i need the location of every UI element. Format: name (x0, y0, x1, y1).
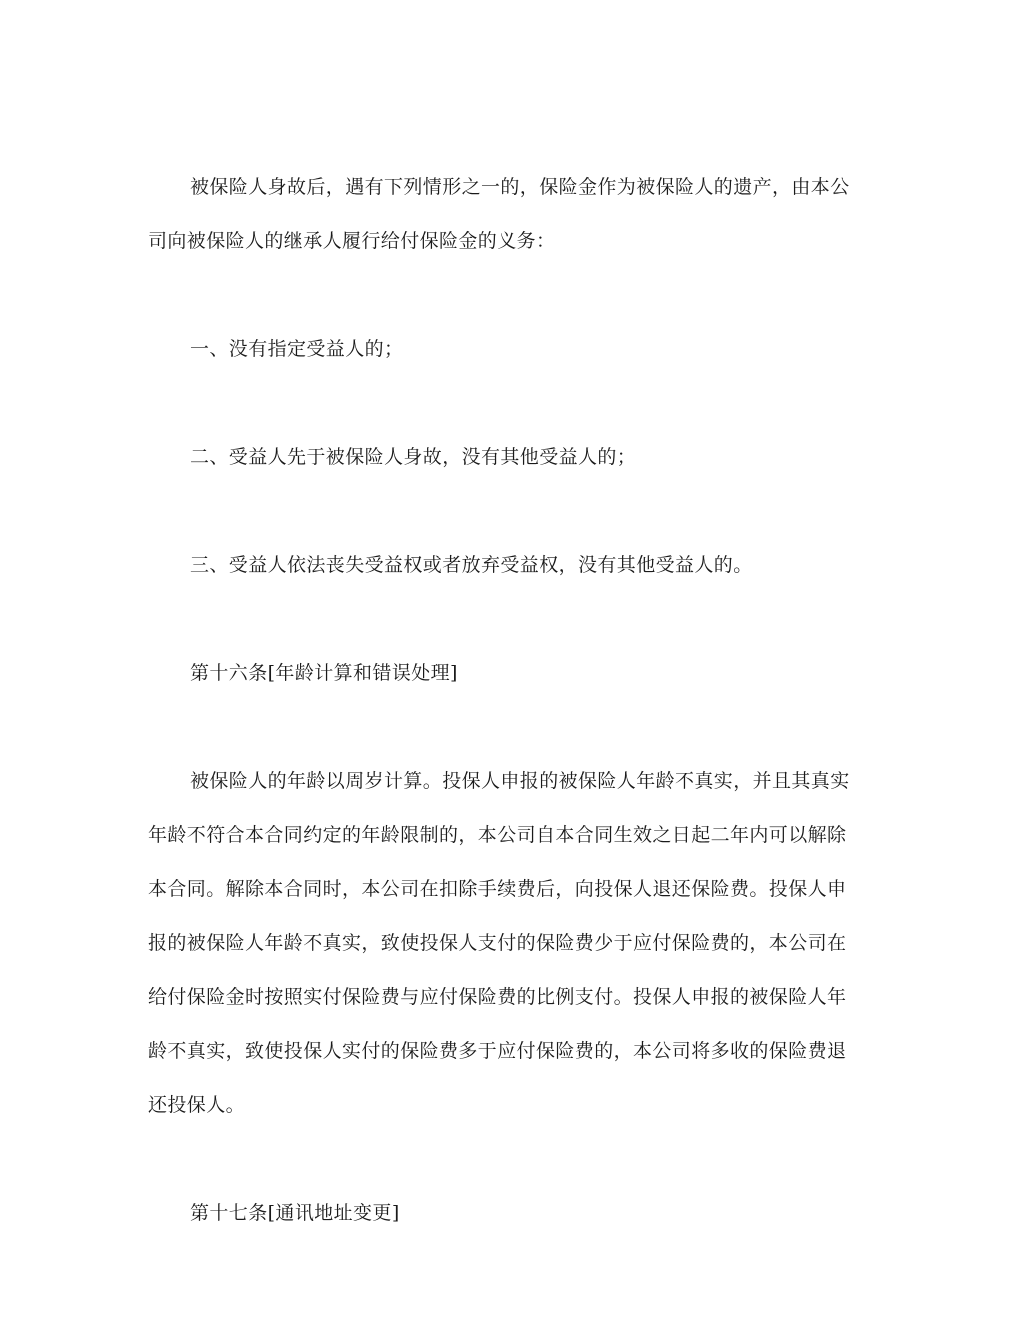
text-line: 给付保险金时按照实付保险费与应付保险费的比例支付。投保人申报的被保险人年 (148, 986, 847, 1008)
text-line: 二、受益人先于被保险人身故，没有其他受益人的； (190, 446, 637, 468)
text-line: 年龄不符合本合同约定的年龄限制的，本公司自本合同生效之日起二年内可以解除 (148, 824, 847, 846)
paragraph-gap (148, 376, 872, 430)
paragraph-gap (148, 592, 872, 646)
text-line: 还投保人。 (148, 1094, 246, 1116)
text-line: 司向被保险人的继承人履行给付保险金的义务： (148, 230, 556, 252)
text-line: 被保险人的年龄以周岁计算。投保人申报的被保险人年龄不真实，并且其真实 (190, 770, 850, 792)
text-line: 本合同。解除本合同时，本公司在扣除手续费后，向投保人退还保险费。投保人申 (148, 878, 847, 900)
text-line: 第十六条[年龄计算和错误处理] (190, 662, 458, 684)
list-item-3 (148, 538, 872, 592)
text-line: 三、受益人依法丧失受益权或者放弃受益权，没有其他受益人的。 (190, 554, 753, 576)
text-line: 一、没有指定受益人的； (190, 338, 404, 360)
article-16-heading (148, 646, 872, 700)
article-17-heading (148, 1186, 872, 1240)
text-line: 报的被保险人年龄不真实，致使投保人支付的保险费少于应付保险费的，本公司在 (148, 932, 847, 954)
article-16-body (148, 754, 872, 1132)
list-item-2 (148, 430, 872, 484)
paragraph-gap (148, 268, 872, 322)
document-page (148, 160, 872, 1240)
list-item-1 (148, 322, 872, 376)
paragraph-gap (148, 700, 872, 754)
paragraph-gap (148, 1132, 872, 1186)
text-line: 被保险人身故后，遇有下列情形之一的，保险金作为被保险人的遗产，由本公 (190, 176, 850, 198)
text-line: 第十七条[通讯地址变更] (190, 1202, 400, 1224)
paragraph-gap (148, 484, 872, 538)
paragraph-beneficiary-estate (148, 160, 872, 268)
text-line: 龄不真实，致使投保人实付的保险费多于应付保险费的，本公司将多收的保险费退 (148, 1040, 847, 1062)
